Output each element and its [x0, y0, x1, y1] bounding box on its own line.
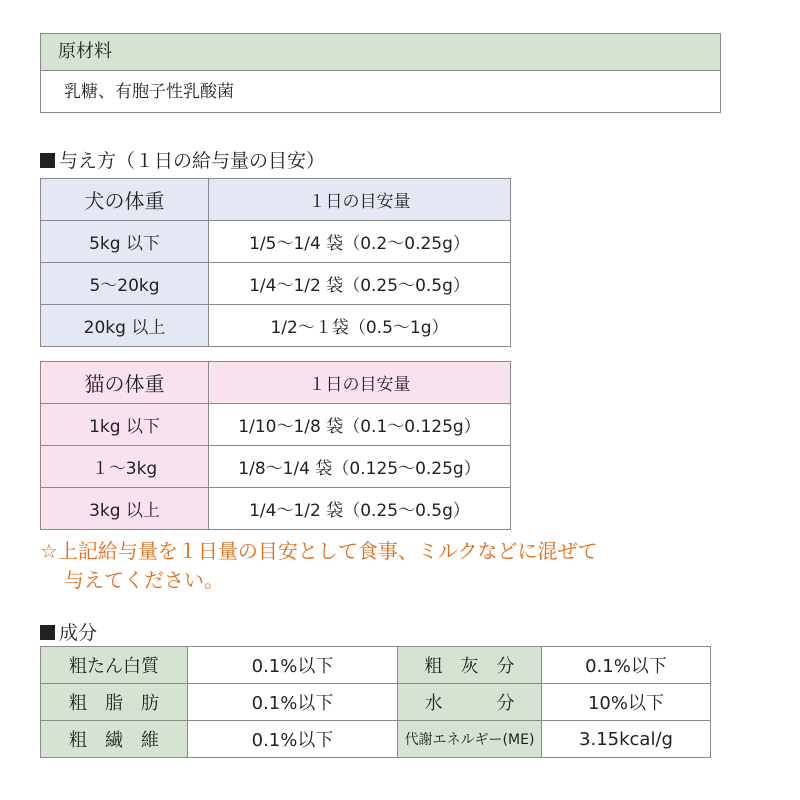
ingredients-content: 乳糖、有胞子性乳酸菌	[64, 82, 234, 102]
dog-amount-cell: 1/4～1/2 袋（0.25～0.5g）	[209, 263, 511, 305]
composition-section-title	[40, 618, 97, 645]
composition-value: 0.1%以下	[188, 684, 398, 721]
composition-label: 粗 脂 肪	[41, 684, 188, 721]
cat-weight-cell: 3kg 以上	[41, 488, 209, 530]
feeding-section-title	[40, 146, 325, 173]
composition-label: 代謝エネルギー(ME)	[398, 721, 542, 758]
dog-amount-cell: 1/2～１袋（0.5～1g）	[209, 305, 511, 347]
dog-feeding-table	[40, 178, 511, 347]
dog-amount-cell: 1/5～1/4 袋（0.2～0.25g）	[209, 221, 511, 263]
table-row	[41, 647, 711, 684]
composition-value: 0.1%以下	[542, 647, 711, 684]
table-row	[41, 221, 511, 263]
table-row	[41, 684, 711, 721]
black-square-icon	[40, 153, 55, 168]
composition-value: 3.15kcal/g	[542, 721, 711, 758]
ingredients-box	[40, 33, 721, 113]
composition-label: 粗 繊 維	[41, 721, 188, 758]
table-row	[41, 446, 511, 488]
table-header-row	[41, 179, 511, 221]
table-row	[41, 305, 511, 347]
black-square-icon	[40, 625, 55, 640]
dog-weight-cell: 20kg 以上	[41, 305, 209, 347]
cat-amount-cell: 1/8～1/4 袋（0.125～0.25g）	[209, 446, 511, 488]
ingredients-heading: 原材料	[41, 34, 720, 71]
cat-amount-cell: 1/4～1/2 袋（0.25～0.5g）	[209, 488, 511, 530]
table-header-row	[41, 362, 511, 404]
feeding-note	[40, 537, 740, 595]
composition-label: 水 分	[398, 684, 542, 721]
composition-title: 成分	[59, 622, 98, 644]
dog-weight-cell: 5kg 以下	[41, 221, 209, 263]
table-row	[41, 721, 711, 758]
feeding-title: 与え方（１日の給与量の目安）	[59, 150, 326, 172]
cat-amount-cell: 1/10～1/8 袋（0.1～0.125g）	[209, 404, 511, 446]
composition-table	[40, 646, 711, 758]
cat-weight-header: 猫の体重	[41, 362, 209, 404]
table-row	[41, 404, 511, 446]
composition-value: 10%以下	[542, 684, 711, 721]
cat-weight-cell: 1kg 以下	[41, 404, 209, 446]
dog-weight-header: 犬の体重	[41, 179, 209, 221]
dog-weight-cell: 5～20kg	[41, 263, 209, 305]
dog-amount-header: １日の目安量	[209, 179, 511, 221]
table-row	[41, 488, 511, 530]
composition-value: 0.1%以下	[188, 721, 398, 758]
note-line-2: 与えてください。	[64, 568, 224, 592]
composition-label: 粗たん白質	[41, 647, 188, 684]
table-row	[41, 263, 511, 305]
cat-amount-header: １日の目安量	[209, 362, 511, 404]
cat-feeding-table	[40, 361, 511, 530]
cat-weight-cell: １～3kg	[41, 446, 209, 488]
note-line-1: ☆上記給与量を１日量の目安として食事、ミルクなどに混ぜて	[40, 539, 598, 563]
composition-label: 粗 灰 分	[398, 647, 542, 684]
composition-value: 0.1%以下	[188, 647, 398, 684]
